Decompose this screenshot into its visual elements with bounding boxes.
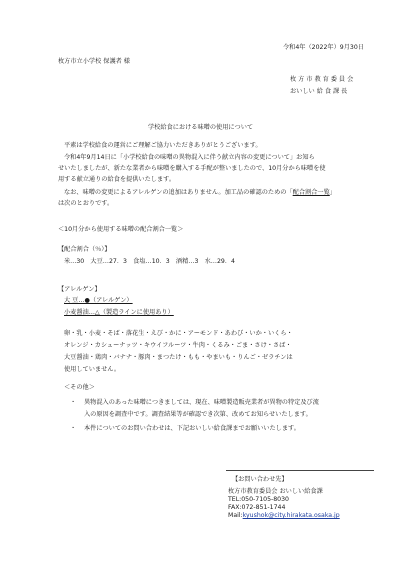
sender-dept: おいしい 給 食 課 長: [290, 88, 348, 95]
allergen-soy: 大 豆…●（アレルゲン）: [64, 297, 133, 304]
date: 令和4年（2022年）9月30日: [283, 44, 364, 51]
allergen-list-line-2: オレンジ・カシューナッツ・キウイフルーツ・牛肉・くるみ・ごま・さけ・さば・: [64, 342, 292, 349]
contact-tel: TEL:050-7105-8030: [228, 496, 289, 503]
allergen-list-line-1: 卵・乳・小麦・そば・落花生・えび・かに・アーモンド・あわび・いか・いくら・: [64, 330, 293, 337]
other-label: ＜その他＞: [64, 384, 95, 391]
paragraph-3-text: なお、味噌の変更によるアレルゲンの追加はありません。加工品の確認のための「: [64, 189, 293, 196]
paragraph-2-line-2: せいたしましたが、新たな業者から味噌を購入する手配が整いましたので、10月分から味噌を使: [58, 165, 326, 172]
allergen-list-line-3: 大豆醤油・鶏肉・バナナ・豚肉・まつたけ・もも・やまいも・りんご・ゼラチンは: [64, 354, 293, 361]
other-item-1-line-1: 異物混入のあった味噌につきましては、現在、味噌製造販売業者が異物の特定及び流: [84, 399, 319, 406]
bullet-1: ・: [70, 399, 77, 406]
allergen-wheat-soy-sauce: 小麦醤油…△（製造ラインに使用あり）: [64, 309, 174, 316]
other-item-1-line-2: 入の原因を調査中です。調査結果等が確認でき次第、改めてお知らせいたします。: [84, 411, 312, 418]
other-item-2: 本件についてのお問い合わせは、下記おいしい給食課までお願いいたします。: [84, 425, 300, 432]
contact-heading: 【お問い合わせ先】: [232, 476, 288, 483]
paragraph-2-line-1: 令和4年9月14日に「小学校給食の味噌の異物混入に伴う献立内容の変更について」お知ら: [64, 154, 315, 161]
allergen-label: 【アレルゲン】: [58, 286, 101, 293]
contact-top-rule: [226, 470, 374, 471]
allergen-list-line-4: 使用していません。: [64, 366, 121, 373]
paragraph-2-line-3: 用する献立通りの給食を提供いたします。: [58, 176, 176, 183]
paragraph-3-line-1: [64, 189, 336, 197]
blend-label: 【配合割合（％）】: [58, 246, 111, 253]
paragraph-3-close-bracket: 」: [329, 189, 336, 196]
blend-list-reference: 配合割合一覧: [292, 189, 330, 196]
contact-fax: FAX:072-851-1744: [228, 504, 286, 511]
bullet-2: ・: [70, 425, 77, 432]
contact-mail-label: Mail:: [228, 512, 243, 519]
contact-block: [228, 488, 378, 520]
contact-mail-link[interactable]: kyushok@city.hirakata.osaka.jp: [242, 512, 340, 519]
document-title: 学校給食における味噌の使用について: [148, 124, 254, 131]
contact-org: 枚方市教育委員会 おいしい給食課: [228, 488, 323, 495]
section-title: ＜10月分から使用する味噌の配合割合一覧＞: [58, 226, 184, 233]
recipient: 枚方市立小学校 保護者 様: [58, 58, 130, 65]
blend-values: 米…30 大豆…27．3 食塩…10．3 酒精…3 水…29．4: [64, 258, 235, 265]
contact-mail: [228, 512, 378, 520]
paragraph-3-line-2: は次のとおりです。: [58, 200, 114, 207]
paragraph-1: 平素は学校給食の運営にご理解ご協力いただきありがとうございます。: [64, 142, 262, 149]
sender-org: 枚 方 市 教 育 委 員 会: [290, 76, 354, 83]
